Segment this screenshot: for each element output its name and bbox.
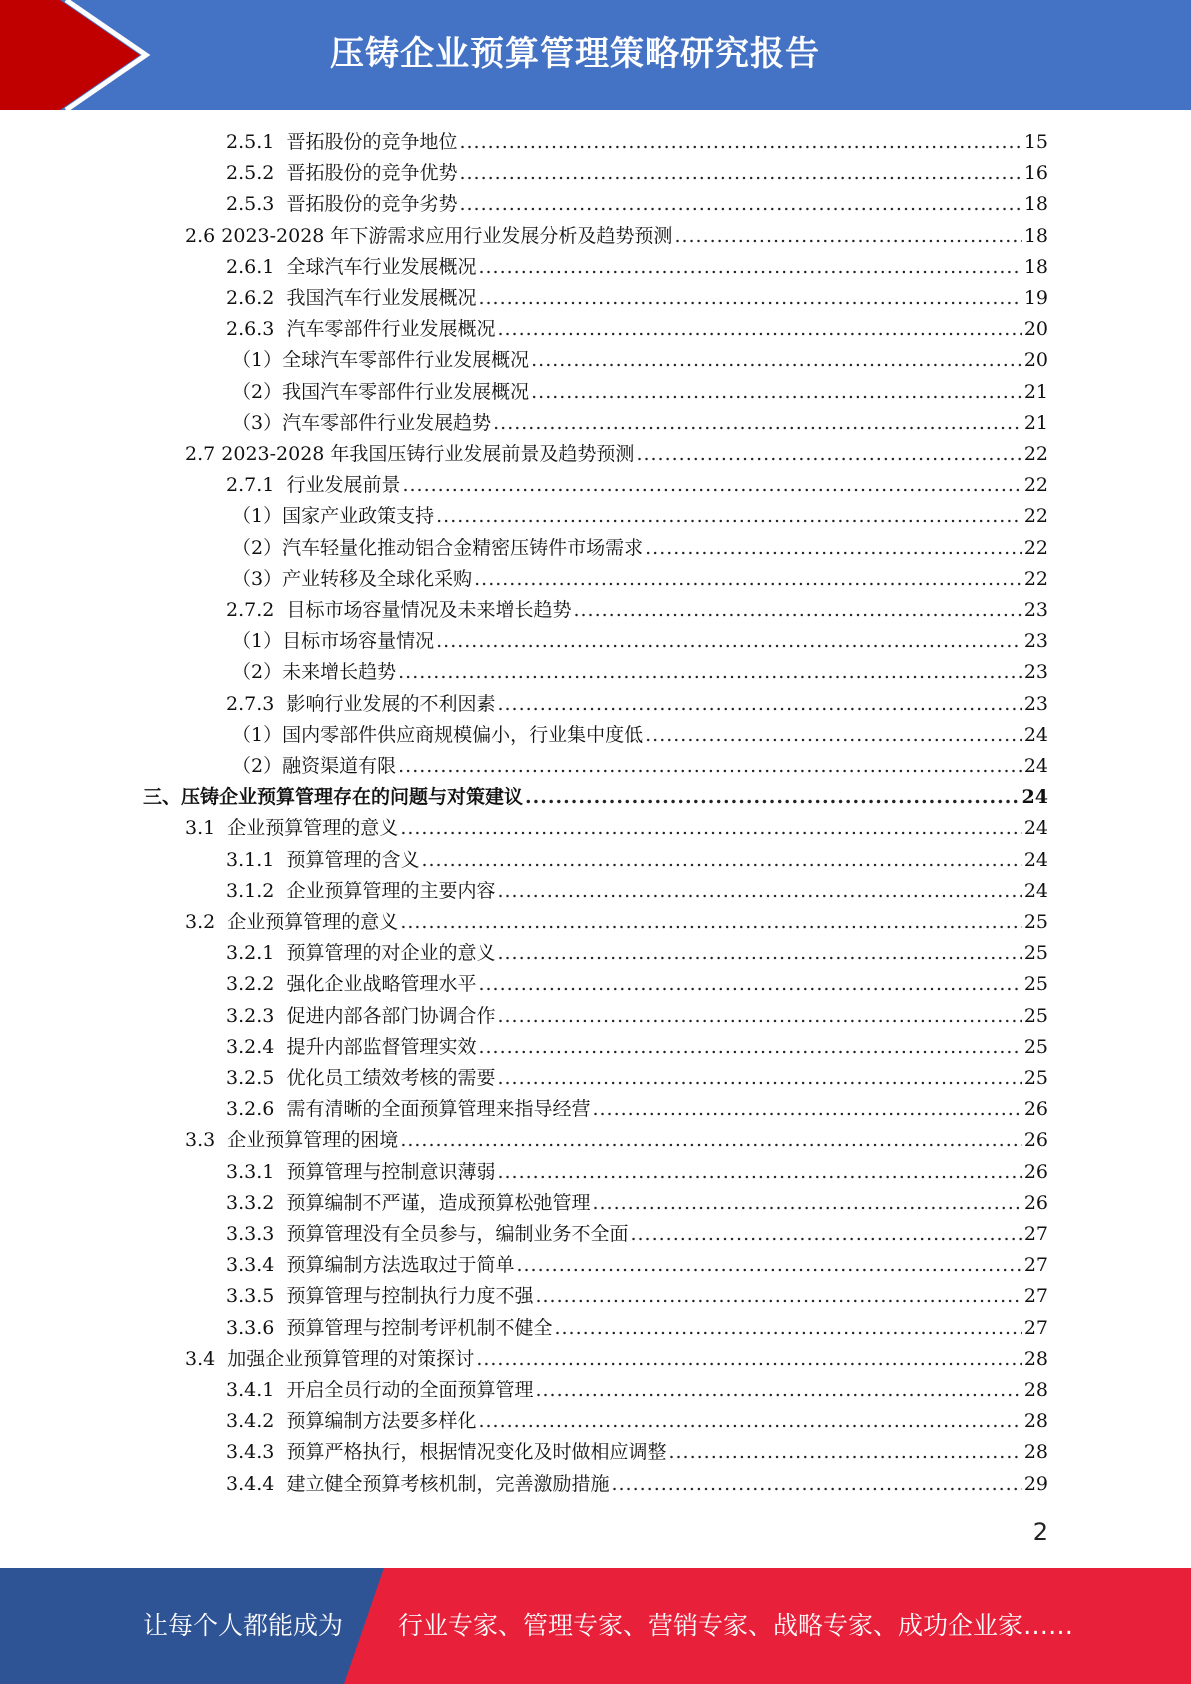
toc-leader-dots xyxy=(645,533,1022,564)
toc-entry-label: 促进内部各部门协调合作 xyxy=(286,1004,496,1027)
toc-entry-label: 企业预算管理的意义 xyxy=(227,817,399,840)
toc-entry-number: 3.3.3 xyxy=(226,1223,287,1245)
toc-entry[interactable] xyxy=(185,1125,1048,1156)
toc-entry-number: 2.7 xyxy=(185,443,222,465)
toc-entry-number: 3.2.4 xyxy=(226,1035,287,1058)
toc-leader-dots xyxy=(398,751,1022,782)
toc-entry-number: 3.4.2 xyxy=(226,1410,287,1433)
toc-entry-page: 24 xyxy=(1023,817,1048,840)
toc-leader-dots xyxy=(402,470,1021,501)
toc-entry-label: 产业转移及全球化采购 xyxy=(282,567,473,590)
toc-leader-dots xyxy=(497,689,1021,720)
toc-entry-page: 18 xyxy=(1023,255,1048,278)
toc-leader-dots xyxy=(573,595,1021,626)
toc-entry-label: 目标市场容量情况及未来增长趋势 xyxy=(286,599,572,621)
toc-entry-label: 强化企业战略管理水平 xyxy=(286,973,477,996)
toc-entry[interactable] xyxy=(232,720,1048,751)
toc-leader-dots xyxy=(531,345,1022,376)
toc-entry-number: 2.5.1 xyxy=(226,131,287,153)
toc-entry-page: 22 xyxy=(1023,536,1048,559)
toc-entry-label: 开启全员行动的全面预算管理 xyxy=(286,1379,534,1401)
toc-entry[interactable] xyxy=(226,189,1048,220)
toc-entry[interactable] xyxy=(226,1063,1048,1094)
toc-entry-label: 汽车零部件行业发展趋势 xyxy=(282,411,492,434)
toc-entry-number: 3.3.4 xyxy=(226,1254,287,1277)
toc-entry-label: 国家产业政策支持 xyxy=(282,505,435,528)
toc-entry-page: 21 xyxy=(1023,411,1048,434)
toc-entry-page: 23 xyxy=(1023,630,1048,653)
toc-entry[interactable] xyxy=(226,1313,1048,1344)
toc-leader-dots xyxy=(497,1157,1021,1188)
toc-leader-dots xyxy=(478,1032,1021,1063)
toc-leader-dots xyxy=(516,1250,1021,1281)
toc-entry-page: 29 xyxy=(1023,1472,1048,1495)
toc-entry-page: 24 xyxy=(1023,879,1048,902)
toc-entry-page: 27 xyxy=(1023,1254,1048,1277)
toc-entry-label: 全球汽车零部件行业发展概况 xyxy=(282,349,530,372)
toc-leader-dots xyxy=(421,845,1021,876)
toc-entry[interactable] xyxy=(226,845,1048,876)
toc-entry-number: （1） xyxy=(232,723,283,746)
toc-leader-dots xyxy=(497,1063,1021,1094)
toc-entry[interactable] xyxy=(232,626,1048,657)
toc-entry[interactable] xyxy=(226,1406,1048,1437)
toc-entry-number: 2.7.3 xyxy=(226,692,287,715)
toc-entry-page: 27 xyxy=(1023,1316,1048,1339)
toc-entry-number: 3.4.4 xyxy=(226,1472,287,1495)
toc-leader-dots xyxy=(400,907,1022,938)
toc-entry[interactable] xyxy=(226,470,1048,501)
toc-entry-page: 22 xyxy=(1023,505,1048,528)
toc-entry-label: 提升内部监督管理实效 xyxy=(286,1035,477,1058)
toc-entry-page: 20 xyxy=(1023,349,1048,372)
toc-entry-page: 23 xyxy=(1023,661,1048,684)
toc-entry-page: 28 xyxy=(1023,1410,1048,1433)
toc-entry-number: 3.2 xyxy=(185,911,228,933)
toc-entry[interactable] xyxy=(226,938,1048,969)
toc-entry-label: 预算管理与控制执行力度不强 xyxy=(286,1285,534,1308)
toc-entry-label: 未来增长趋势 xyxy=(282,661,397,684)
page-footer xyxy=(0,1568,1191,1684)
toc-entry-page: 23 xyxy=(1023,599,1048,621)
toc-entry-label: 需有清晰的全面预算管理来指导经营 xyxy=(286,1098,591,1121)
toc-entry-number: （3） xyxy=(232,411,283,434)
toc-leader-dots xyxy=(459,158,1021,189)
toc-entry-label: 汽车零部件行业发展概况 xyxy=(286,318,496,341)
toc-leader-dots xyxy=(400,813,1022,844)
toc-entry[interactable] xyxy=(185,1344,1048,1375)
toc-leader-dots xyxy=(531,377,1022,408)
toc-entry-number: （2） xyxy=(232,380,283,403)
toc-entry[interactable] xyxy=(185,439,1048,470)
toc-entry-page: 22 xyxy=(1023,474,1048,497)
toc-entry-number: 2.6 xyxy=(185,224,222,247)
toc-entry-label: 汽车轻量化推动铝合金精密压铸件市场需求 xyxy=(282,536,644,559)
toc-leader-dots xyxy=(459,189,1021,220)
toc-entry[interactable] xyxy=(226,1437,1048,1468)
toc-entry-number: （2） xyxy=(232,661,283,684)
toc-entry-page: 26 xyxy=(1023,1129,1048,1152)
toc-entry-number: （2） xyxy=(232,536,283,559)
toc-entry-page: 18 xyxy=(1023,193,1048,216)
toc-entry[interactable] xyxy=(226,689,1048,720)
toc-leader-dots xyxy=(398,657,1022,688)
toc-entry-label: 影响行业发展的不利因素 xyxy=(286,692,496,715)
toc-leader-dots xyxy=(611,1469,1021,1500)
toc-entry-number: 3.2.1 xyxy=(226,942,287,965)
toc-entry-page: 28 xyxy=(1023,1379,1048,1401)
toc-entry-page: 26 xyxy=(1023,1098,1048,1121)
page-number: 2 xyxy=(1032,1518,1048,1546)
toc-entry-number: 3.1.2 xyxy=(226,879,287,902)
toc-entry-page: 25 xyxy=(1023,911,1048,933)
toc-leader-dots xyxy=(436,626,1022,657)
toc-entry[interactable] xyxy=(232,408,1048,439)
toc-entry-label: 晋拓股份的竞争劣势 xyxy=(286,193,458,216)
toc-entry[interactable] xyxy=(226,158,1048,189)
toc-entry-label: 国内零部件供应商规模偏小，行业集中度低 xyxy=(282,723,644,746)
toc-entry-page: 24 xyxy=(1021,786,1048,809)
toc-entry-number: 3.2.3 xyxy=(226,1004,287,1027)
toc-entry[interactable] xyxy=(232,751,1048,782)
toc-entry-page: 19 xyxy=(1023,287,1048,309)
toc-leader-dots xyxy=(497,314,1021,345)
toc-entry-page: 23 xyxy=(1023,692,1048,715)
toc-entry-number: （2） xyxy=(232,755,283,777)
toc-entry-label: 晋拓股份的竞争地位 xyxy=(286,131,458,153)
toc-entry-label: 企业预算管理的主要内容 xyxy=(286,879,496,902)
toc-entry[interactable] xyxy=(232,345,1048,376)
toc-entry-number: 2.7.1 xyxy=(226,474,287,497)
toc-entry-number: 3.4 xyxy=(185,1347,228,1370)
toc-entry[interactable] xyxy=(226,127,1048,158)
toc-entry-number: 3.2.6 xyxy=(226,1098,287,1121)
toc-leader-dots xyxy=(592,1188,1021,1219)
toc-entry-label: 预算管理与控制意识薄弱 xyxy=(286,1160,496,1183)
toc-leader-dots xyxy=(478,252,1021,283)
report-title: 压铸企业预算管理策略研究报告 xyxy=(330,34,820,74)
toc-entry-page: 25 xyxy=(1023,1067,1048,1089)
toc-entry[interactable] xyxy=(226,876,1048,907)
toc-entry-label: 预算管理的对企业的意义 xyxy=(286,942,496,965)
toc-leader-dots xyxy=(525,782,1020,813)
toc-entry-number: 3.3.2 xyxy=(226,1191,287,1214)
toc-entry-label: 目标市场容量情况 xyxy=(282,630,435,653)
toc-entry-label: 企业预算管理的困境 xyxy=(227,1129,399,1152)
page-header xyxy=(0,0,1191,110)
toc-entry-label: 企业预算管理的意义 xyxy=(227,911,399,933)
toc-entry-label: 预算编制方法要多样化 xyxy=(286,1410,477,1433)
toc-entry-number: 3.1.1 xyxy=(226,848,287,871)
toc-entry[interactable] xyxy=(226,1250,1048,1281)
toc-entry-label: 预算管理没有全员参与，编制业务不全面 xyxy=(286,1223,629,1245)
toc-entry-label: 晋拓股份的竞争优势 xyxy=(286,162,458,185)
toc-entry-number: 3.3 xyxy=(185,1129,228,1152)
toc-leader-dots xyxy=(493,408,1022,439)
toc-entry-page: 26 xyxy=(1023,1160,1048,1183)
toc-entry[interactable] xyxy=(226,252,1048,283)
toc-entry-number: 3.3.6 xyxy=(226,1316,287,1339)
toc-entry-number: 2.6.3 xyxy=(226,318,287,341)
toc-entry[interactable] xyxy=(232,501,1048,532)
toc-leader-dots xyxy=(535,1375,1021,1406)
toc-leader-dots xyxy=(497,1001,1021,1032)
toc-entry-number: 3.4.1 xyxy=(226,1379,287,1401)
toc-entry-label: 预算编制不严谨，造成预算松弛管理 xyxy=(286,1191,591,1214)
toc-entry[interactable] xyxy=(226,314,1048,345)
toc-entry-page: 18 xyxy=(1023,224,1048,247)
toc-entry-page: 24 xyxy=(1023,848,1048,871)
toc-leader-dots xyxy=(497,938,1021,969)
toc-leader-dots xyxy=(478,283,1021,314)
toc-entry[interactable] xyxy=(226,1032,1048,1063)
toc-entry[interactable] xyxy=(185,907,1048,938)
toc-leader-dots xyxy=(668,1437,1021,1468)
toc-entry-number: 2.5.2 xyxy=(226,162,287,185)
toc-leader-dots xyxy=(478,1406,1021,1437)
toc-leader-dots xyxy=(636,439,1021,470)
toc-entry-page: 26 xyxy=(1023,1191,1048,1214)
toc-entry-label: 预算管理的含义 xyxy=(286,848,420,871)
toc-entry[interactable] xyxy=(226,595,1048,626)
toc-entry[interactable] xyxy=(226,1281,1048,1312)
toc-entry[interactable] xyxy=(226,1157,1048,1188)
toc-entry-label: 2023-2028 年下游需求应用行业发展分析及趋势预测 xyxy=(221,224,673,247)
toc-leader-dots xyxy=(674,221,1021,252)
toc-entry[interactable] xyxy=(226,1219,1048,1250)
toc-leader-dots xyxy=(630,1219,1021,1250)
toc-entry[interactable] xyxy=(232,533,1048,564)
footer-slogan-right: 行业专家、管理专家、营销专家、战略专家、成功企业家…… xyxy=(398,1611,1074,1640)
toc-entry-page: 22 xyxy=(1023,443,1048,465)
toc-entry-page: 25 xyxy=(1023,973,1048,996)
toc-entry-number: 3.3.5 xyxy=(226,1285,287,1308)
toc-entry[interactable] xyxy=(226,1001,1048,1032)
toc-entry-page: 16 xyxy=(1023,162,1048,185)
toc-entry[interactable] xyxy=(185,221,1048,252)
toc-entry-number: 2.6.2 xyxy=(226,287,287,309)
toc-leader-dots xyxy=(554,1313,1021,1344)
toc-leader-dots xyxy=(474,564,1022,595)
toc-entry[interactable] xyxy=(226,1469,1048,1500)
toc-entry-page: 25 xyxy=(1023,942,1048,965)
toc-entry-number: 三、 xyxy=(143,786,182,809)
toc-entry-number: 3.4.3 xyxy=(226,1441,287,1464)
toc-entry-number: 2.7.2 xyxy=(226,599,287,621)
toc-leader-dots xyxy=(459,127,1021,158)
toc-entry-page: 15 xyxy=(1023,131,1048,153)
toc-entry-page: 22 xyxy=(1023,567,1048,590)
toc-entry-page: 20 xyxy=(1023,318,1048,341)
toc-entry[interactable] xyxy=(226,1188,1048,1219)
toc-leader-dots xyxy=(497,876,1021,907)
toc-entry-label: 优化员工绩效考核的需要 xyxy=(286,1067,496,1089)
toc-entry[interactable] xyxy=(232,377,1048,408)
toc-entry-label: 压铸企业预算管理存在的问题与对策建议 xyxy=(181,786,524,809)
toc-leader-dots xyxy=(476,1344,1022,1375)
toc-leader-dots xyxy=(645,720,1022,751)
toc-entry-page: 24 xyxy=(1023,755,1048,777)
toc-entry-number: 2.6.1 xyxy=(226,255,287,278)
toc-leader-dots xyxy=(535,1281,1021,1312)
toc-entry-label: 预算严格执行，根据情况变化及时做相应调整 xyxy=(286,1441,667,1464)
toc-entry-page: 28 xyxy=(1023,1347,1048,1370)
toc-entry-label: 融资渠道有限 xyxy=(282,755,397,777)
toc-entry[interactable] xyxy=(226,283,1048,314)
toc-entry-page: 27 xyxy=(1023,1223,1048,1245)
toc-entry-number: （1） xyxy=(232,349,283,372)
toc-entry-number: （1） xyxy=(232,630,283,653)
toc-entry[interactable] xyxy=(226,969,1048,1000)
footer-slogan-left: 让每个人都能成为 xyxy=(143,1611,344,1640)
toc-entry-page: 25 xyxy=(1023,1035,1048,1058)
toc-entry-label: 加强企业预算管理的对策探讨 xyxy=(227,1347,475,1370)
toc-entry-label: 2023-2028 年我国压铸行业发展前景及趋势预测 xyxy=(221,443,635,465)
toc-entry[interactable] xyxy=(226,1094,1048,1125)
toc-entry[interactable] xyxy=(185,813,1048,844)
toc-entry-label: 我国汽车零部件行业发展概况 xyxy=(282,380,530,403)
toc-leader-dots xyxy=(478,969,1021,1000)
toc-entry-label: 全球汽车行业发展概况 xyxy=(286,255,477,278)
toc-entry-number: 3.2.2 xyxy=(226,973,287,996)
toc-entry-page: 28 xyxy=(1023,1441,1048,1464)
toc-entry-number: 3.2.5 xyxy=(226,1067,287,1089)
toc-entry-label: 行业发展前景 xyxy=(286,474,401,497)
toc-entry-label: 我国汽车行业发展概况 xyxy=(286,287,477,309)
toc-entry-page: 21 xyxy=(1023,380,1048,403)
toc-entry[interactable] xyxy=(232,657,1048,688)
toc-entry-page: 25 xyxy=(1023,1004,1048,1027)
toc-entry[interactable] xyxy=(143,782,1048,813)
toc-entry-number: （1） xyxy=(232,505,283,528)
toc-entry[interactable] xyxy=(232,564,1048,595)
toc-entry-label: 建立健全预算考核机制，完善激励措施 xyxy=(286,1472,610,1495)
toc-leader-dots xyxy=(592,1094,1021,1125)
toc-entry-page: 24 xyxy=(1023,723,1048,746)
toc-entry[interactable] xyxy=(226,1375,1048,1406)
toc-entry-number: 3.1 xyxy=(185,817,228,840)
toc-entry-number: （3） xyxy=(232,567,283,590)
toc-entry-label: 预算管理与控制考评机制不健全 xyxy=(286,1316,553,1339)
toc-entry-number: 2.5.3 xyxy=(226,193,287,216)
toc-entry-page: 27 xyxy=(1023,1285,1048,1308)
toc-leader-dots xyxy=(400,1125,1022,1156)
toc-entry-label: 预算编制方法选取过于简单 xyxy=(286,1254,515,1277)
toc-entry-number: 3.3.1 xyxy=(226,1160,287,1183)
toc-leader-dots xyxy=(436,501,1022,532)
